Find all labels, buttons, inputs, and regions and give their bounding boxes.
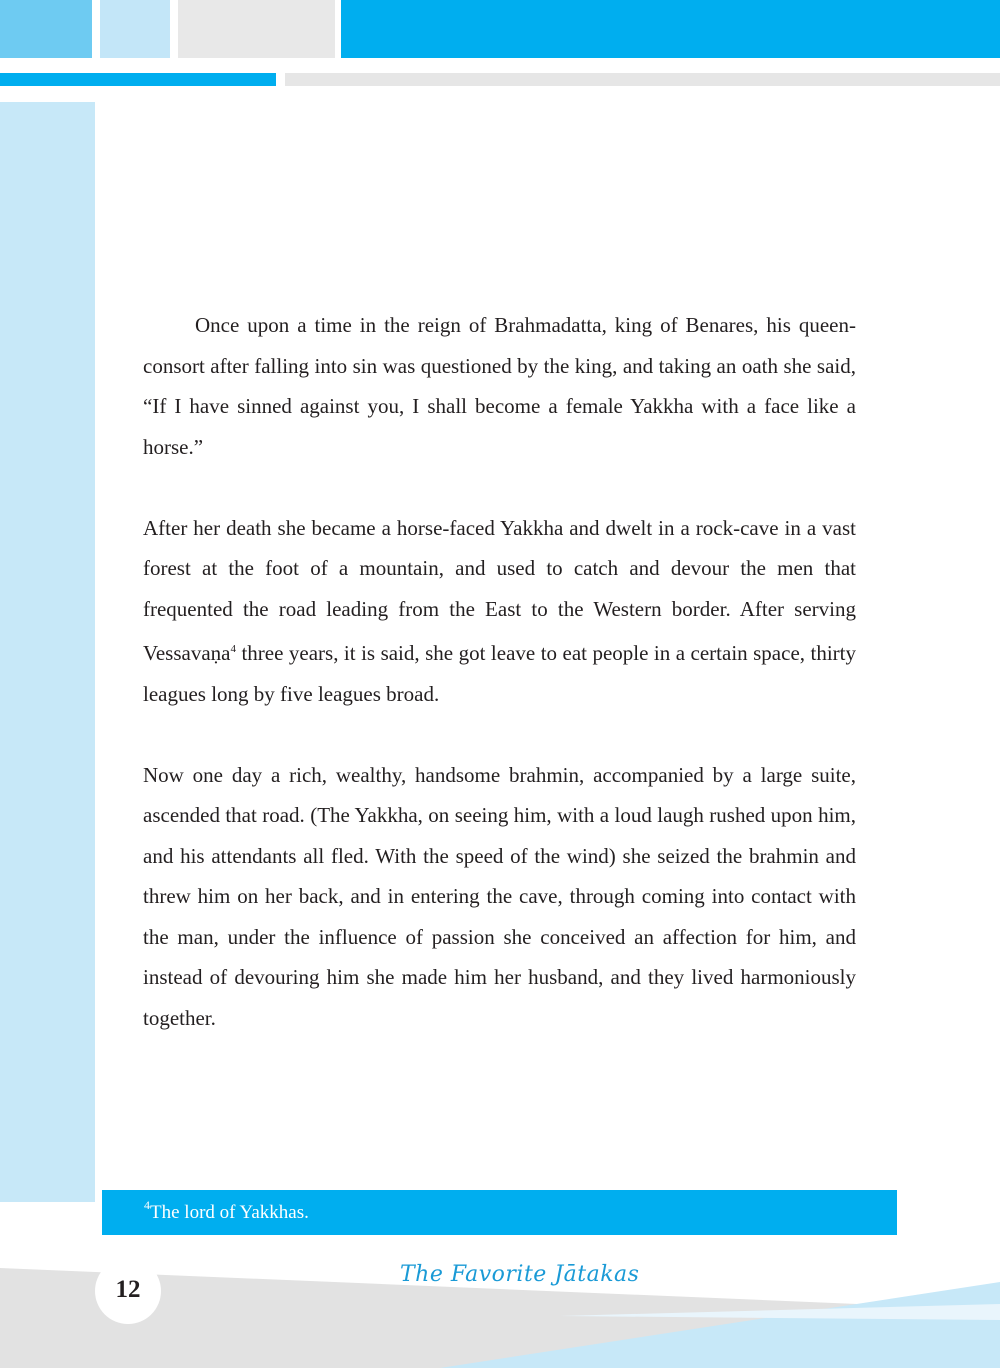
paragraph-3: Now one day a rich, wealthy, handsome brahmin, accompanied by a large suite, ascended that road. (The Yakkha, on seeing him, with a loud laugh rushed upon him, and his attendants all fled. With the speed of the wind) she seized the brahmin and threw him on her back, and in entering the cave, through coming into contact with the man, under the influence of passion she conceived an affection for him, and instead of devouring him she made him her husband, and they lived harmoniously together. <box>143 762 856 1030</box>
footnote-text: The lord of Yakkhas. <box>150 1202 309 1223</box>
footnote <box>144 1198 309 1224</box>
header-block <box>341 0 1000 58</box>
page-number-badge <box>95 1258 161 1324</box>
footnote-reference: 4 <box>230 643 236 655</box>
footnote-marker: 4 <box>144 1198 150 1212</box>
header-rule <box>0 73 276 86</box>
header-block <box>100 0 170 58</box>
body-text <box>143 305 856 1038</box>
paragraph-2-text-cont: three years, it is said, she got leave to eat people in a certain space, thirty leagues long by five leagues broad. <box>143 641 856 706</box>
page-number: 12 <box>115 1276 141 1303</box>
paragraph-2 <box>143 508 856 715</box>
header-rule <box>285 73 1000 86</box>
running-title: The Favorite Jātakas <box>400 1262 640 1287</box>
footnote-bar <box>102 1190 897 1235</box>
header-block <box>0 0 92 58</box>
paragraph-1: Once upon a time in the reign of Brahmadatta, king of Benares, his queen-consort after falling into sin was questioned by the king, and taking an oath she said, “If I have sinned against you, I shall become a female Yakkha with a face like a horse.” <box>143 313 856 459</box>
header-block <box>178 0 335 58</box>
paragraph-2-text: After her death she became a horse-faced Yakkha and dwelt in a rock-cave in a vast forest at the foot of a mountain, and used to catch and devour the men that frequented the road leading from the East to the Western border. After serving Vessavaṇa <box>143 515 856 665</box>
side-band <box>0 102 95 1202</box>
